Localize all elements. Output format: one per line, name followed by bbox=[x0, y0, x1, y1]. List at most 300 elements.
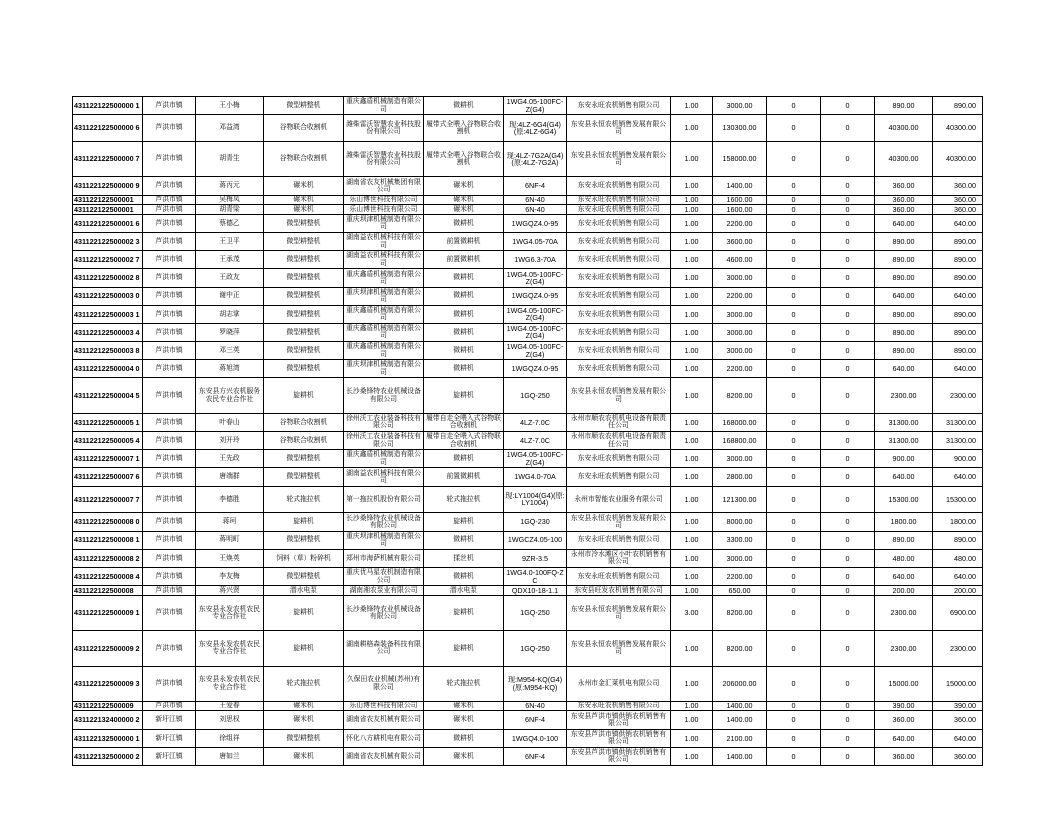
cell-qty: 1.00 bbox=[671, 214, 713, 232]
cell-subsidy: 2300.00 bbox=[875, 631, 933, 666]
cell-name: 东安县永发农机农民专业合作社 bbox=[196, 631, 264, 666]
cell-maker: 重庆坝津机械制造有限公司 bbox=[344, 360, 424, 378]
cell-type: 旋耕机 bbox=[424, 595, 504, 630]
cell-name: 刘开玲 bbox=[196, 432, 264, 450]
cell-total: 40300.00 bbox=[933, 115, 983, 142]
cell-qty: 1.00 bbox=[671, 378, 713, 413]
cell-id: 431122122500003 4 bbox=[73, 323, 143, 341]
cell-cat: 旋耕机 bbox=[264, 513, 344, 531]
cell-qty: 1.00 bbox=[671, 195, 713, 205]
cell-qty: 1.00 bbox=[671, 287, 713, 305]
cell-town: 芦洪市镇 bbox=[143, 486, 196, 513]
cell-a: 0 bbox=[767, 342, 821, 360]
cell-a: 0 bbox=[767, 486, 821, 513]
cell-dealer: 东安永旺农机销售有限公司 bbox=[567, 701, 671, 711]
cell-b: 0 bbox=[821, 631, 875, 666]
cell-town: 芦洪市镇 bbox=[143, 360, 196, 378]
cell-subsidy: 890.00 bbox=[875, 97, 933, 115]
cell-model: 9ZR-3.5 bbox=[504, 549, 567, 567]
cell-qty: 1.00 bbox=[671, 567, 713, 585]
cell-cat: 饲料（草）粉碎机 bbox=[264, 549, 344, 567]
cell-name: 胡青梁 bbox=[196, 205, 264, 215]
cell-maker: 重庆鑫盾机械制造有限公司 bbox=[344, 450, 424, 468]
cell-maker: 湖南湘农泵业有限公司 bbox=[344, 586, 424, 596]
cell-a: 0 bbox=[767, 205, 821, 215]
cell-town: 芦洪市镇 bbox=[143, 141, 196, 176]
cell-type: 履带式全喂入谷物联合收割机 bbox=[424, 115, 504, 142]
subsidy-table bbox=[72, 96, 983, 766]
cell-type: 碾米机 bbox=[424, 701, 504, 711]
cell-subsidy: 1800.00 bbox=[875, 513, 933, 531]
cell-model: 1WG4.05-100FC-Z(G4) bbox=[504, 305, 567, 323]
cell-price: 2200.00 bbox=[713, 360, 767, 378]
cell-total: 640.00 bbox=[933, 360, 983, 378]
cell-total: 890.00 bbox=[933, 342, 983, 360]
cell-total: 890.00 bbox=[933, 323, 983, 341]
cell-id: 431122122500002 3 bbox=[73, 232, 143, 250]
cell-maker: 徐州沃工农业装备科技有限公司 bbox=[344, 432, 424, 450]
cell-total: 890.00 bbox=[933, 305, 983, 323]
cell-dealer: 东安永旺农机销售有限公司 bbox=[567, 468, 671, 486]
cell-name: 蔡德乙 bbox=[196, 214, 264, 232]
cell-maker: 重庆坝津机械制造有限公司 bbox=[344, 214, 424, 232]
cell-cat: 微型耕整机 bbox=[264, 729, 344, 747]
cell-price: 4600.00 bbox=[713, 251, 767, 269]
cell-type: 履带自走全喂入式谷物联合收割机 bbox=[424, 413, 504, 431]
cell-cat: 轮式拖拉机 bbox=[264, 666, 344, 701]
cell-name: 王卫平 bbox=[196, 232, 264, 250]
cell-id: 431122122500003 1 bbox=[73, 305, 143, 323]
cell-price: 3000.00 bbox=[713, 97, 767, 115]
cell-a: 0 bbox=[767, 586, 821, 596]
cell-qty: 1.00 bbox=[671, 232, 713, 250]
cell-b: 0 bbox=[821, 378, 875, 413]
table-row bbox=[73, 378, 983, 413]
cell-total: 200.00 bbox=[933, 586, 983, 596]
cell-type: 微耕机 bbox=[424, 323, 504, 341]
cell-type: 碾米机 bbox=[424, 205, 504, 215]
cell-model: 1WG6.3-70A bbox=[504, 251, 567, 269]
table-row bbox=[73, 269, 983, 287]
cell-id: 431122132500000 2 bbox=[73, 747, 143, 765]
cell-maker: 湖南益农机械科技有限公司 bbox=[344, 232, 424, 250]
cell-dealer: 东安永旺农机销售有限公司 bbox=[567, 342, 671, 360]
cell-dealer: 东安永旺农机销售有限公司 bbox=[567, 531, 671, 549]
cell-dealer: 东安县永恒农机销售发展有限公司 bbox=[567, 513, 671, 531]
cell-price: 130300.00 bbox=[713, 115, 767, 142]
cell-cat: 谷物联合收割机 bbox=[264, 432, 344, 450]
cell-b: 0 bbox=[821, 468, 875, 486]
cell-qty: 3.00 bbox=[671, 595, 713, 630]
cell-price: 2800.00 bbox=[713, 468, 767, 486]
cell-dealer: 东安永旺农机销售有限公司 bbox=[567, 360, 671, 378]
cell-town: 新圩江镇 bbox=[143, 747, 196, 765]
cell-total: 31300.00 bbox=[933, 432, 983, 450]
cell-maker: 重庆鑫盾机械制造有限公司 bbox=[344, 323, 424, 341]
cell-price: 3000.00 bbox=[713, 450, 767, 468]
cell-price: 650.00 bbox=[713, 586, 767, 596]
cell-maker: 重庆鑫盾机械制造有限公司 bbox=[344, 305, 424, 323]
cell-subsidy: 360.00 bbox=[875, 747, 933, 765]
cell-dealer: 东安县永恒农机销售发展有限公司 bbox=[567, 595, 671, 630]
cell-cat: 微型耕整机 bbox=[264, 214, 344, 232]
cell-subsidy: 640.00 bbox=[875, 567, 933, 585]
cell-town: 芦洪市镇 bbox=[143, 631, 196, 666]
cell-model: 6NF-4 bbox=[504, 711, 567, 729]
cell-maker: 乐山博世科技有限公司 bbox=[344, 701, 424, 711]
cell-type: 微耕机 bbox=[424, 450, 504, 468]
cell-total: 360.00 bbox=[933, 711, 983, 729]
cell-total: 390.00 bbox=[933, 701, 983, 711]
cell-type: 潜水电泵 bbox=[424, 586, 504, 596]
table-row bbox=[73, 251, 983, 269]
cell-a: 0 bbox=[767, 115, 821, 142]
cell-b: 0 bbox=[821, 666, 875, 701]
cell-price: 1400.00 bbox=[713, 711, 767, 729]
cell-dealer: 东安永旺农机销售有限公司 bbox=[567, 205, 671, 215]
table-row bbox=[73, 323, 983, 341]
cell-id: 431122122500002 8 bbox=[73, 269, 143, 287]
table-row bbox=[73, 115, 983, 142]
cell-type: 微耕机 bbox=[424, 342, 504, 360]
cell-id: 431122122500008 1 bbox=[73, 531, 143, 549]
cell-subsidy: 390.00 bbox=[875, 701, 933, 711]
cell-dealer: 东安县永恒农机销售发展有限公司 bbox=[567, 141, 671, 176]
cell-type: 微耕机 bbox=[424, 729, 504, 747]
cell-dealer: 永州市冷水滩区小叶农机销售有限公司 bbox=[567, 549, 671, 567]
cell-id: 431122122500007 7 bbox=[73, 486, 143, 513]
cell-total: 1800.00 bbox=[933, 513, 983, 531]
cell-dealer: 东安永旺农机销售有限公司 bbox=[567, 287, 671, 305]
cell-town: 芦洪市镇 bbox=[143, 413, 196, 431]
cell-id: 431122122500000 1 bbox=[73, 97, 143, 115]
cell-maker: 湖南省农友机械有限公司 bbox=[344, 711, 424, 729]
cell-a: 0 bbox=[767, 305, 821, 323]
cell-id: 431122122500008 4 bbox=[73, 567, 143, 585]
cell-name: 蒋兴贤 bbox=[196, 586, 264, 596]
cell-town: 芦洪市镇 bbox=[143, 378, 196, 413]
table-row bbox=[73, 205, 983, 215]
cell-id: 431122132500000 1 bbox=[73, 729, 143, 747]
cell-name: 蒋明町 bbox=[196, 531, 264, 549]
cell-b: 0 bbox=[821, 195, 875, 205]
cell-model: 1WG4.05-100FC-Z(G4) bbox=[504, 450, 567, 468]
cell-subsidy: 31300.00 bbox=[875, 413, 933, 431]
cell-qty: 1.00 bbox=[671, 115, 713, 142]
cell-town: 芦洪市镇 bbox=[143, 513, 196, 531]
cell-qty: 1.00 bbox=[671, 747, 713, 765]
cell-a: 0 bbox=[767, 666, 821, 701]
cell-cat: 碾米机 bbox=[264, 177, 344, 195]
cell-subsidy: 360.00 bbox=[875, 205, 933, 215]
cell-price: 2200.00 bbox=[713, 214, 767, 232]
cell-qty: 1.00 bbox=[671, 251, 713, 269]
cell-price: 3000.00 bbox=[713, 549, 767, 567]
cell-price: 3000.00 bbox=[713, 269, 767, 287]
cell-b: 0 bbox=[821, 567, 875, 585]
cell-id: 431122122500000 9 bbox=[73, 177, 143, 195]
cell-b: 0 bbox=[821, 177, 875, 195]
cell-a: 0 bbox=[767, 595, 821, 630]
cell-id: 431122122500007 6 bbox=[73, 468, 143, 486]
cell-dealer: 永州市智能农业服务有限公司 bbox=[567, 486, 671, 513]
cell-b: 0 bbox=[821, 251, 875, 269]
cell-maker: 乐山博世科技有限公司 bbox=[344, 205, 424, 215]
cell-town: 芦洪市镇 bbox=[143, 214, 196, 232]
cell-subsidy: 890.00 bbox=[875, 251, 933, 269]
cell-total: 31300.00 bbox=[933, 413, 983, 431]
table-row bbox=[73, 631, 983, 666]
cell-town: 芦洪市镇 bbox=[143, 232, 196, 250]
cell-a: 0 bbox=[767, 531, 821, 549]
cell-price: 168000.00 bbox=[713, 413, 767, 431]
cell-name: 王承茂 bbox=[196, 251, 264, 269]
cell-town: 新圩江镇 bbox=[143, 729, 196, 747]
cell-name: 邓益湾 bbox=[196, 115, 264, 142]
table-row bbox=[73, 747, 983, 765]
cell-price: 3000.00 bbox=[713, 305, 767, 323]
cell-dealer: 东安县芦洪市镇供销农机销售有限公司 bbox=[567, 729, 671, 747]
cell-type: 旋耕机 bbox=[424, 378, 504, 413]
cell-a: 0 bbox=[767, 432, 821, 450]
table-row bbox=[73, 549, 983, 567]
cell-price: 1600.00 bbox=[713, 195, 767, 205]
cell-subsidy: 480.00 bbox=[875, 549, 933, 567]
cell-qty: 1.00 bbox=[671, 586, 713, 596]
cell-maker: 潍柴雷沃智慧农业科技股份有限公司 bbox=[344, 115, 424, 142]
cell-total: 2300.00 bbox=[933, 378, 983, 413]
cell-total: 890.00 bbox=[933, 269, 983, 287]
cell-model: 1WG4.05-100FC-Z(G4) bbox=[504, 97, 567, 115]
cell-model: 1WGQ4.0-100 bbox=[504, 729, 567, 747]
cell-b: 0 bbox=[821, 360, 875, 378]
cell-name: 刘思权 bbox=[196, 711, 264, 729]
cell-name: 蒋珂 bbox=[196, 513, 264, 531]
cell-name: 李友梅 bbox=[196, 567, 264, 585]
cell-id: 431122122500004 0 bbox=[73, 360, 143, 378]
cell-dealer: 永州市顺农农机机电设备有限责任公司 bbox=[567, 432, 671, 450]
cell-b: 0 bbox=[821, 214, 875, 232]
cell-model: 1GQ-230 bbox=[504, 513, 567, 531]
cell-qty: 1.00 bbox=[671, 413, 713, 431]
cell-id: 431122122500008 bbox=[73, 586, 143, 596]
table-row bbox=[73, 567, 983, 585]
cell-name: 罗晓萍 bbox=[196, 323, 264, 341]
cell-subsidy: 890.00 bbox=[875, 305, 933, 323]
cell-model: 1WGQZ4.0-95 bbox=[504, 287, 567, 305]
cell-model: 4LZ-7.0C bbox=[504, 432, 567, 450]
cell-maker: 怀化八方耕机电有限公司 bbox=[344, 729, 424, 747]
cell-a: 0 bbox=[767, 701, 821, 711]
cell-name: 徐组祥 bbox=[196, 729, 264, 747]
cell-a: 0 bbox=[767, 513, 821, 531]
cell-subsidy: 890.00 bbox=[875, 323, 933, 341]
cell-price: 1400.00 bbox=[713, 747, 767, 765]
cell-cat: 微型耕整机 bbox=[264, 97, 344, 115]
cell-b: 0 bbox=[821, 549, 875, 567]
table-row bbox=[73, 177, 983, 195]
cell-a: 0 bbox=[767, 413, 821, 431]
cell-a: 0 bbox=[767, 747, 821, 765]
cell-qty: 1.00 bbox=[671, 305, 713, 323]
cell-maker: 湖南省农友机械集团有限公司 bbox=[344, 177, 424, 195]
cell-model: 现:LY1004(G4)(原:LY1004) bbox=[504, 486, 567, 513]
cell-model: 1WG4.05-100FC-Z(G4) bbox=[504, 269, 567, 287]
cell-id: 431122122500009 bbox=[73, 701, 143, 711]
cell-b: 0 bbox=[821, 232, 875, 250]
cell-dealer: 东安永旺农机销售有限公司 bbox=[567, 97, 671, 115]
cell-price: 121300.00 bbox=[713, 486, 767, 513]
cell-subsidy: 890.00 bbox=[875, 232, 933, 250]
cell-name: 胡青生 bbox=[196, 141, 264, 176]
cell-cat: 微型耕整机 bbox=[264, 323, 344, 341]
cell-total: 900.00 bbox=[933, 450, 983, 468]
cell-b: 0 bbox=[821, 586, 875, 596]
cell-town: 芦洪市镇 bbox=[143, 432, 196, 450]
cell-b: 0 bbox=[821, 413, 875, 431]
cell-qty: 1.00 bbox=[671, 513, 713, 531]
cell-dealer: 东安县永恒农机销售发展有限公司 bbox=[567, 378, 671, 413]
cell-cat: 碾米机 bbox=[264, 701, 344, 711]
cell-subsidy: 40300.00 bbox=[875, 115, 933, 142]
cell-qty: 1.00 bbox=[671, 549, 713, 567]
cell-total: 640.00 bbox=[933, 468, 983, 486]
cell-model: 1WG4.0-70A bbox=[504, 468, 567, 486]
cell-name: 王政友 bbox=[196, 269, 264, 287]
cell-type: 碾米机 bbox=[424, 177, 504, 195]
cell-a: 0 bbox=[767, 323, 821, 341]
cell-cat: 旋耕机 bbox=[264, 595, 344, 630]
cell-model: 现:4LZ-7G2A(G4)(原:4LZ-7G2A) bbox=[504, 141, 567, 176]
cell-model: 6NF-4 bbox=[504, 747, 567, 765]
cell-type: 轮式拖拉机 bbox=[424, 486, 504, 513]
cell-type: 前置微耕机 bbox=[424, 232, 504, 250]
cell-dealer: 东安永旺农机销售有限公司 bbox=[567, 567, 671, 585]
table-row bbox=[73, 360, 983, 378]
cell-total: 15300.00 bbox=[933, 486, 983, 513]
cell-dealer: 东安永旺农机销售有限公司 bbox=[567, 305, 671, 323]
cell-subsidy: 360.00 bbox=[875, 177, 933, 195]
cell-qty: 1.00 bbox=[671, 729, 713, 747]
cell-subsidy: 2300.00 bbox=[875, 378, 933, 413]
cell-cat: 微型耕整机 bbox=[264, 269, 344, 287]
cell-a: 0 bbox=[767, 141, 821, 176]
cell-town: 芦洪市镇 bbox=[143, 342, 196, 360]
cell-qty: 1.00 bbox=[671, 269, 713, 287]
cell-type: 前置微耕机 bbox=[424, 251, 504, 269]
cell-name: 吴梅凤 bbox=[196, 195, 264, 205]
cell-qty: 1.00 bbox=[671, 486, 713, 513]
cell-type: 微耕机 bbox=[424, 269, 504, 287]
table-row bbox=[73, 342, 983, 360]
cell-total: 15000.00 bbox=[933, 666, 983, 701]
cell-dealer: 东安永旺农机销售有限公司 bbox=[567, 251, 671, 269]
cell-type: 旋耕机 bbox=[424, 631, 504, 666]
cell-dealer: 永州市金汇莱机电有限公司 bbox=[567, 666, 671, 701]
cell-name: 胡志掌 bbox=[196, 305, 264, 323]
cell-model: 1WGQZ4.0-95 bbox=[504, 214, 567, 232]
cell-total: 360.00 bbox=[933, 195, 983, 205]
cell-type: 旋耕机 bbox=[424, 513, 504, 531]
cell-type: 微耕机 bbox=[424, 531, 504, 549]
cell-town: 芦洪市镇 bbox=[143, 549, 196, 567]
cell-maker: 第一拖拉机股份有限公司 bbox=[344, 486, 424, 513]
cell-subsidy: 890.00 bbox=[875, 531, 933, 549]
cell-b: 0 bbox=[821, 513, 875, 531]
cell-name: 蒋旭湾 bbox=[196, 360, 264, 378]
table-row bbox=[73, 97, 983, 115]
cell-subsidy: 640.00 bbox=[875, 468, 933, 486]
cell-maker: 郑州市海萨机械有限公司 bbox=[344, 549, 424, 567]
cell-type: 微耕机 bbox=[424, 305, 504, 323]
cell-name: 东安县永发农机农民专业合作社 bbox=[196, 595, 264, 630]
cell-a: 0 bbox=[767, 549, 821, 567]
table-row bbox=[73, 486, 983, 513]
cell-model: 1GQ-250 bbox=[504, 631, 567, 666]
cell-maker: 长沙桑锋特农业机械设备有限公司 bbox=[344, 378, 424, 413]
cell-qty: 1.00 bbox=[671, 177, 713, 195]
cell-type: 微耕机 bbox=[424, 360, 504, 378]
cell-town: 芦洪市镇 bbox=[143, 269, 196, 287]
cell-model: 1GQ-250 bbox=[504, 595, 567, 630]
cell-name: 王爱春 bbox=[196, 701, 264, 711]
cell-cat: 碾米机 bbox=[264, 205, 344, 215]
cell-type: 履带式全喂入谷物联合收割机 bbox=[424, 141, 504, 176]
cell-subsidy: 890.00 bbox=[875, 342, 933, 360]
cell-id: 431122122500003 0 bbox=[73, 287, 143, 305]
cell-price: 8200.00 bbox=[713, 378, 767, 413]
cell-id: 431122132400000 2 bbox=[73, 711, 143, 729]
cell-type: 轮式拖拉机 bbox=[424, 666, 504, 701]
cell-town: 芦洪市镇 bbox=[143, 287, 196, 305]
cell-maker: 重庆优马星农机制造有限公司 bbox=[344, 567, 424, 585]
cell-id: 431122122500008 2 bbox=[73, 549, 143, 567]
cell-a: 0 bbox=[767, 567, 821, 585]
cell-type: 碾米机 bbox=[424, 711, 504, 729]
cell-subsidy: 900.00 bbox=[875, 450, 933, 468]
cell-id: 431122122500009 2 bbox=[73, 631, 143, 666]
cell-price: 1400.00 bbox=[713, 701, 767, 711]
cell-type: 碾米机 bbox=[424, 747, 504, 765]
table-row bbox=[73, 195, 983, 205]
cell-b: 0 bbox=[821, 205, 875, 215]
cell-name: 蒋丙元 bbox=[196, 177, 264, 195]
table-row bbox=[73, 586, 983, 596]
cell-id: 431122122500005 1 bbox=[73, 413, 143, 431]
cell-cat: 微型耕整机 bbox=[264, 567, 344, 585]
cell-maker: 湖南耕格森装备科技有限公司 bbox=[344, 631, 424, 666]
cell-town: 芦洪市镇 bbox=[143, 195, 196, 205]
cell-model: QDX10-18-1.1 bbox=[504, 586, 567, 596]
cell-town: 芦洪市镇 bbox=[143, 595, 196, 630]
cell-total: 890.00 bbox=[933, 97, 983, 115]
cell-id: 431122122500003 8 bbox=[73, 342, 143, 360]
cell-b: 0 bbox=[821, 729, 875, 747]
cell-town: 芦洪市镇 bbox=[143, 468, 196, 486]
cell-a: 0 bbox=[767, 729, 821, 747]
cell-id: 431122122500008 0 bbox=[73, 513, 143, 531]
cell-town: 芦洪市镇 bbox=[143, 586, 196, 596]
cell-maker: 长沙桑锋特农业机械设备有限公司 bbox=[344, 513, 424, 531]
cell-town: 芦洪市镇 bbox=[143, 567, 196, 585]
cell-type: 微耕机 bbox=[424, 567, 504, 585]
cell-b: 0 bbox=[821, 711, 875, 729]
table-row bbox=[73, 432, 983, 450]
cell-total: 6900.00 bbox=[933, 595, 983, 630]
cell-cat: 旋耕机 bbox=[264, 378, 344, 413]
cell-model: 6N-40 bbox=[504, 205, 567, 215]
table-row bbox=[73, 666, 983, 701]
